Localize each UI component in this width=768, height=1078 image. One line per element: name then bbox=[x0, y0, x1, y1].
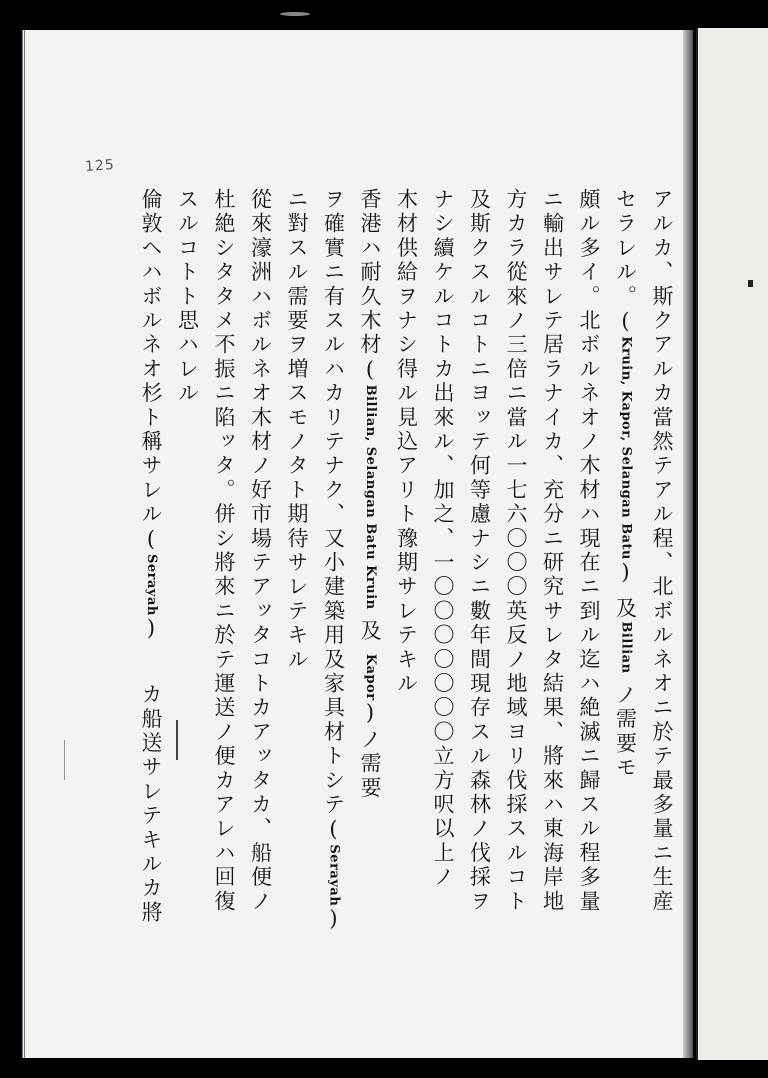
text-column: スルコトト思ハレル bbox=[175, 188, 200, 406]
page-number: 125 bbox=[84, 156, 116, 176]
text-column: ナシ續ケルコトカ出來ル、加之、一〇〇〇〇〇〇〇立方呎以上ノ bbox=[431, 188, 455, 890]
latin-term: Serayah bbox=[326, 844, 342, 907]
text-column: ニ對スル需要ヲ増スモノタト期待サレテキル bbox=[285, 188, 309, 672]
text-column: アルカ、斯クアルカ當然テアル程、北ボルネオニ於テ最多量ニ生産 bbox=[650, 188, 674, 914]
scan-speck bbox=[280, 12, 310, 16]
text-column: 木材供給ヲナシ得ル見込アリト豫期サレテキル bbox=[394, 188, 419, 697]
latin-term: Serayah bbox=[144, 554, 159, 616]
text-column: 香港ハ耐久木材(Billian, Selangan Batu Kruin及Kapor)ノ需要 bbox=[358, 188, 382, 801]
latin-term: Billian, Selangan Batu Kruin bbox=[363, 384, 378, 610]
text-column: ヲ確實ニ有スルハカリテナク、又小建築用及家具材トシテ(Serayah) bbox=[321, 188, 346, 934]
book-page bbox=[22, 30, 691, 1058]
scan-speck bbox=[748, 280, 753, 287]
adjacent-page-edge bbox=[696, 28, 768, 1060]
text-column: ニ輸出サレテ居ラナイカ、充分ニ研究サレタ結果、將來ハ東海岸地 bbox=[540, 188, 565, 914]
text-column: セラレル。(Kruin, Kapor, Selangan Batu)及Billianノ需要モ bbox=[613, 188, 638, 781]
text-column: 從來濠洲ハボルネオ木材ノ好市場テアッタコトカアッタカ、船便ノ bbox=[248, 188, 273, 914]
scan-speck bbox=[64, 740, 65, 780]
book-spine-shadow bbox=[683, 30, 693, 1058]
text-column: 倫敦ヘハボルネオ杉ト稱サレル(Serayah)カ船送サレテキルカ將 bbox=[139, 188, 163, 926]
text-column: 及斯クスルコトニヨッテ何等慮ナシニ數年間現存スル森林ノ伐採ヲ bbox=[467, 188, 492, 914]
text-column: 頗ル多イ。北ボルネオノ木材ハ現在ニ到ル迄ハ絶滅ニ歸スル程多量 bbox=[577, 188, 601, 914]
latin-term: Kruin, Kapor, Selangan Batu bbox=[618, 336, 634, 561]
latin-term: Billian bbox=[618, 621, 634, 674]
latin-term: Kapor bbox=[363, 653, 378, 701]
text-column: 杜絶シタタメ不振ニ陷ッタ。併シ將來ニ於テ運送ノ便カアレハ回復 bbox=[212, 188, 236, 914]
text-column: 方カラ從來ノ三倍ニ當ル一七六〇〇〇英反ノ地域ヨリ伐採スルコト bbox=[504, 188, 528, 914]
scan-speck bbox=[176, 720, 178, 760]
